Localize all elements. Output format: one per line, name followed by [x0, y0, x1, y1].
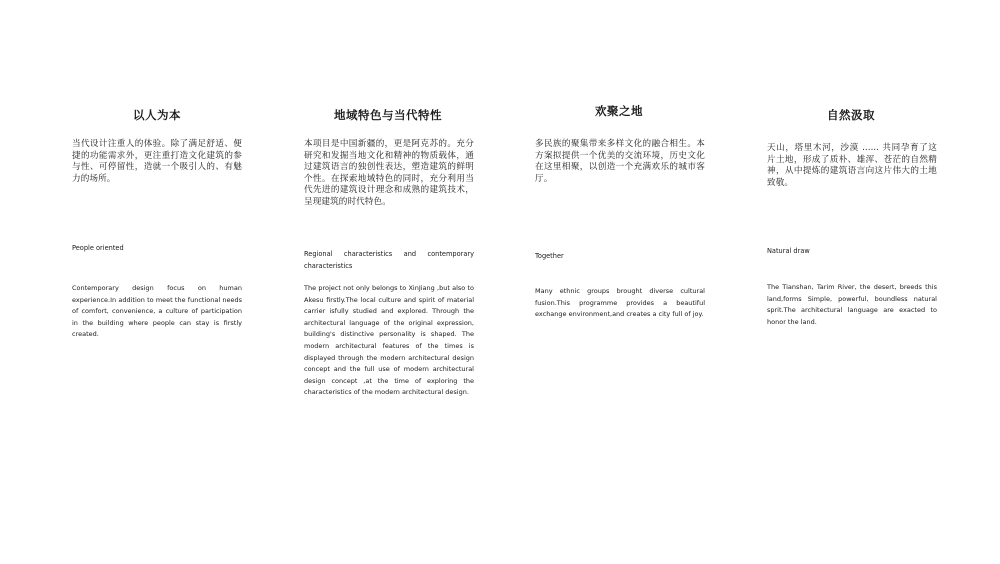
column-en-title: People oriented [72, 244, 124, 252]
column-en-text: Many ethnic groups brought diverse cultural fusion.This programme provides a beautiful exchange environment,and creates a city full of joy. [535, 287, 705, 319]
column-heading: 欢聚之地 [595, 104, 643, 118]
column-en-text: Contemporary design focus on human experience.In addition to meet the functional needs of comfort, convenience, a culture of participation in the building where people can stay is firstly created. [72, 284, 242, 339]
column-en-title: Together [535, 252, 564, 260]
column-cn-text: 本项目是中国新疆的，更是阿克苏的。充分研究和发掘当地文化和精神的物质载体，通过建筑语言的独创性表达，塑造建筑的鲜明个性。在探索地域特色的同时，充分利用当代先进的建筑设计理念和成熟的建筑技术，呈现建筑的时代特色。 [304, 139, 474, 207]
column-cn-text: 当代设计注重人的体验。除了满足舒适、便捷的功能需求外，更注重打造文化建筑的参与性、可停留性，造就一个吸引人的、有魅力的场所。 [72, 139, 242, 184]
column-heading: 地域特色与当代特性 [334, 108, 442, 122]
column-heading: 自然汲取 [827, 108, 875, 122]
column-cn-text: 多民族的聚集带来多样文化的融合相生。本方案拟提供一个优美的交流环境，历史文化在这里相聚，以创造一个充满欢乐的城市客厅。 [535, 139, 705, 184]
column-en-title: Natural draw [767, 247, 810, 255]
column-en-title: Regional characteristics and contemporary characteristics [304, 250, 474, 270]
column-heading: 以人为本 [133, 108, 181, 122]
column-cn-text: 天山，塔里木河，沙漠 ...... 共同孕育了这片土地，形成了质朴、雄浑、苍茫的自然精神，从中提炼的建筑语言向这片伟大的土地致敬。 [767, 143, 937, 188]
column-en-text: The Tianshan, Tarim River, the desert, breeds this land,forms Simple, powerful, boundless natural sprit.The architectural language are exacted to honor the land. [767, 283, 937, 326]
column-en-text: The project not only belongs to XinJiang ,but also to Akesu firstly.The local culture and spirit of material carrier isfully studied and explored. Through the architectural language of the original expression, building's distinctive personality is shaped. The modern architectural features of the times is displayed through the modern architectural design concept and the full use of modern architectural design concept ,at the time of exploring the characteristics of the modern architectural design. [304, 284, 474, 397]
